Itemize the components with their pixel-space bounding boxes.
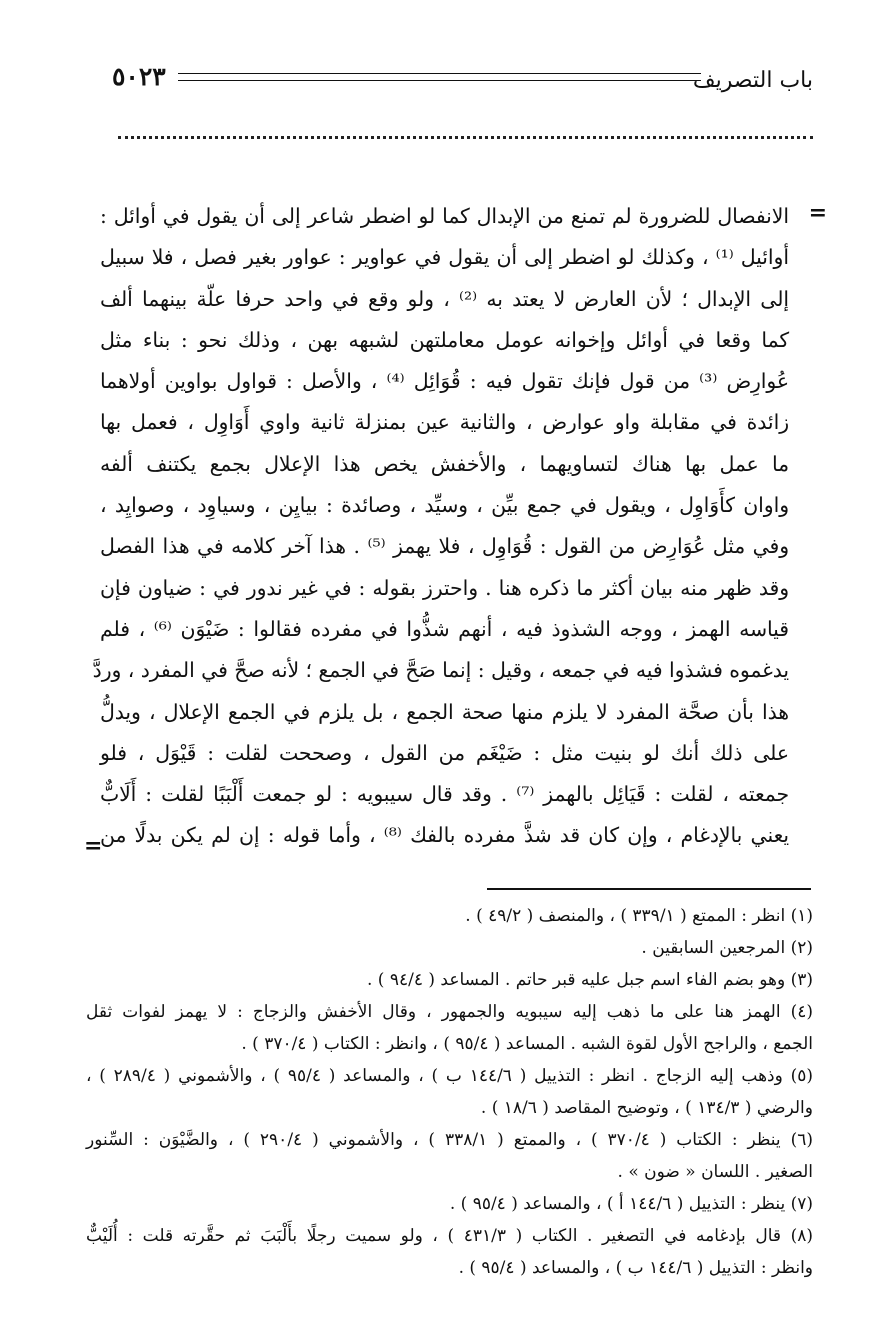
- footnotes: [86, 900, 813, 1284]
- main-text: [92, 196, 790, 857]
- dotted-separator: [118, 136, 813, 139]
- text-line: الانفصال للضرورة لم تمنع من الإبدال كما لو اضطر شاعر إلى أن يقول في أوائل :: [100, 204, 789, 228]
- text-line: زائدة في مقابلة واو عوارض ، والثانية عين بمنزلة ثانية واوي أَوَاوِل ، فعمل بها: [100, 410, 789, 435]
- footnote-line: الصغير . اللسان « ضون » .: [617, 1162, 813, 1182]
- text-line: على ذلك أنك لو بنيت مثل : ضَيْغَم من القول ، وصححت لقلت : قَيْوَل ، فلو: [100, 740, 789, 765]
- footnote-rule: [487, 888, 811, 890]
- text-line: ما عمل بها هناك لتساويهما ، والأخفش يخص هذا الإعلال بجمع يكتنف ألفه: [100, 451, 789, 476]
- footnote-line: (٢) المرجعين السابقين .: [641, 938, 813, 958]
- footnote-line: (٥) وذهب إليه الزجاج . انظر : التذييل ( ١٤٤/٦ ب ) ، والمساعد ( ٩٥/٤ ) ، والأشموني ( ٢٨٩/٤ ) ،: [86, 1066, 813, 1086]
- footnote-line: (٣) وهو بضم الفاء اسم جبل عليه قبر حاتم . المساعد ( ٩٤/٤ ) .: [366, 970, 813, 990]
- text-line: وقد ظهر منه بيان أكثر ما ذكره هنا . واحترز بقوله : في غير ندور في : ضياون فإن: [100, 575, 789, 600]
- continuation-mark-end: =: [84, 833, 103, 859]
- text-line: واوان كأَوَاوِل ، ويقول في جمع بيِّن ، وسيِّد ، وصائدة : بيايِن ، وسياوِد ، وصوايِد ،: [100, 493, 789, 518]
- footnote-line: والرضي ( ١٣٤/٣ ) ، وتوضيح المقاصد ( ١٨/٦ ) .: [480, 1098, 813, 1118]
- text-line: عُوارِض ⁽³⁾ من قول فإنك تقول فيه : قُوَائِل ⁽⁴⁾ ، والأصل : قواول بواوين أولاهما: [100, 369, 789, 394]
- text-line: كما وقعا في أوائل وإخوانه عومل معاملتهن لشبهه بهن ، وذلك نحو : بناء مثل: [100, 327, 789, 352]
- footnote-line: وانظر : التذييل ( ١٤٤/٦ ب ) ، والمساعد ( ٩٥/٤ ) .: [458, 1258, 813, 1278]
- text-line: يدغموه فشذوا فيه في جمعه ، وقيل : إنما صَحَّ في الجمع ؛ لأنه صحَّ في المفرد ، وردَّ: [92, 658, 789, 683]
- running-header: [112, 58, 813, 98]
- continuation-mark-start: =: [808, 200, 827, 226]
- text-line: وفي مثل عُوَارِض من القول : قُوَاوِل ، فلا يهمز ⁽⁵⁾ . هذا آخر كلامه في هذا الفصل: [100, 534, 789, 559]
- header-rule: [178, 73, 701, 81]
- text-line: إلى الإبدال ؛ لأن العارض لا يعتد به ⁽²⁾ ، ولو وقع في واحد حرفا علّة بينهما ألف: [100, 286, 790, 311]
- footnote-line: (٨) قال بإدغامه في التصغير . الكتاب ( ٤٣١/٣ ) ، ولو سميت رجلًا بأَلْبَبَ ثم حقَّرته قلت : أُلَيْبٌّ: [86, 1226, 814, 1246]
- text-line: جمعته ، لقلت : قَيَائِل بالهمز ⁽⁷⁾ . وقد قال سيبويه : لو جمعت أَلْبَبًا لقلت : أَلَابٌّ: [100, 782, 790, 807]
- text-line: أوائيل ⁽¹⁾ ، وكذلك لو اضطر إلى أن يقول في عواوير : عواور بغير فصل ، فلا سبيل: [100, 245, 789, 270]
- footnote-line: الجمع ، والراجح الأول لقوة الشبه . المساعد ( ٩٥/٤ ) ، وانظر : الكتاب ( ٣٧٠/٤ ) .: [241, 1034, 813, 1054]
- footnote-line: (٦) ينظر : الكتاب ( ٣٧٠/٤ ) ، والممتع ( ٣٣٨/١ ) ، والأشموني ( ٢٩٠/٤ ) ، والضَّيْوَن : السِّنور: [86, 1130, 814, 1150]
- text-line: يعني بالإدغام ، وإن كان قد شذَّ مفرده بالفك ⁽⁸⁾ ، وأما قوله : إن لم يكن بدلًا من: [100, 823, 789, 848]
- footnote-line: (١) انظر : الممتع ( ٣٣٩/١ ) ، والمنصف ( ٤٩/٢ ) .: [465, 906, 813, 926]
- footnote-line: (٧) ينظر : التذييل ( ١٤٤/٦ أ ) ، والمساعد ( ٩٥/٤ ) .: [449, 1194, 813, 1214]
- text-line: قياسه الهمز ، ووجه الشذوذ فيه ، أنهم شذُّوا في مفرده فقالوا : ضَيْوَن ⁽⁶⁾ ، فلم: [100, 616, 789, 641]
- chapter-title: باب التصريف: [692, 68, 813, 93]
- footnote-line: (٤) الهمز هنا على ما ذهب إليه سيبويه والجمهور ، وقال الأخفش والزجاج : لا يهمز لفوات ثقل: [86, 1002, 813, 1022]
- page-number: ٥٠٢٣: [112, 62, 166, 91]
- text-line: هذا بأن صحَّة المفرد لا يلزم منها صحة الجمع ، بل يلزم في الجمع الإعلال ، ويدلُّ: [100, 699, 789, 724]
